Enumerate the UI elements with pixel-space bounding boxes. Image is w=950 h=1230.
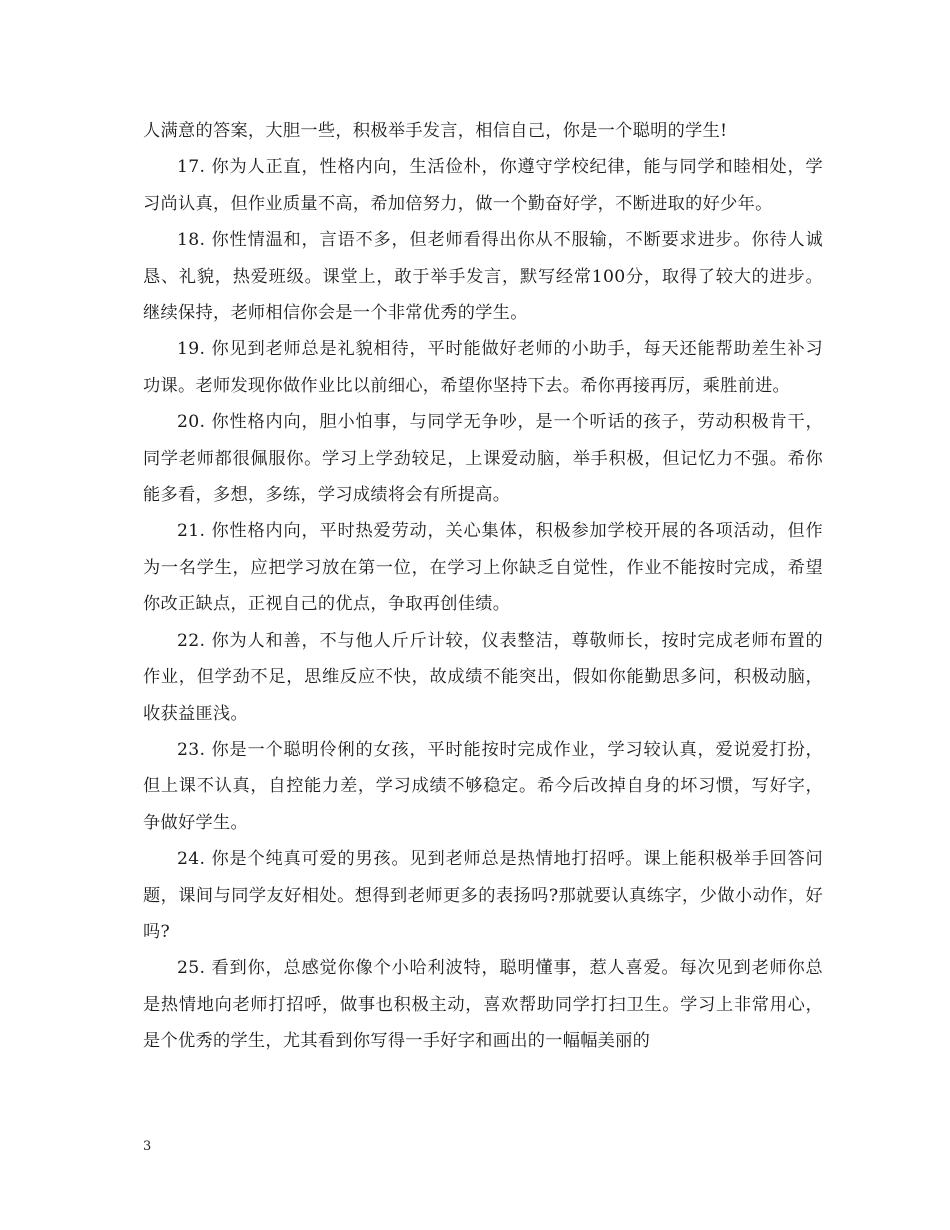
paragraph-comment-22: 22. 你为人和善，不与他人斤斤计较，仪表整洁，尊敬师长，按时完成老师布置的作业，但学劲不足，思维反应不快，故成绩不能突出，假如你能勤思多问，积极动脑，收获益匪浅。 <box>143 630 823 724</box>
paragraph-comment-24: 24. 你是个纯真可爱的男孩。见到老师总是热情地打招呼。课上能积极举手回答问题，课间与同学友好相处。想得到老师更多的表扬吗?那就要认真练字，少做小动作，好吗? <box>143 849 823 942</box>
paragraph-comment-20: 20. 你性格内向，胆小怕事，与同学无争吵，是一个听话的孩子，劳动积极肯干，同学老师都很佩服你。学习上学劲较足，上课爱动脑，举手积极，但记忆力不强。希你能多看，多想，多练，学习成绩将会有所提高。 <box>143 412 823 506</box>
paragraph-comment-17: 17. 你为人正直，性格内向，生活俭朴，你遵守学校纪律，能与同学和睦相处，学习尚认真，但作业质量不高，希加倍努力，做一个勤奋好学，不断进取的好少年。 <box>143 157 823 214</box>
paragraph-continuation: 人满意的答案，大胆一些，积极举手发言，相信自己，你是一个聪明的学生! <box>143 121 728 141</box>
paragraph-comment-18: 18. 你性情温和，言语不多，但老师看得出你从不服输，不断要求进步。你待人诚恳、礼貌，热爱班级。课堂上，敢于举手发言，默写经常100分，取得了较大的进步。继续保持，老师相信你会是一个非常优秀的学生。 <box>143 230 823 324</box>
paragraph-comment-23: 23. 你是一个聪明伶俐的女孩，平时能按时完成作业，学习较认真，爱说爱打扮，但上课不认真，自控能力差，学习成绩不够稳定。希今后改掉自身的坏习惯，写好字，争做好学生。 <box>143 739 823 833</box>
paragraph-comment-21: 21. 你性格内向，平时热爱劳动，关心集体，积极参加学校开展的各项活动，但作为一名学生，应把学习放在第一位，在学习上你缺乏自觉性，作业不能按时完成，希望你改正缺点，正视自己的优点，争取再创佳绩。 <box>143 521 823 615</box>
paragraph-comment-19: 19. 你见到老师总是礼貌相待，平时能做好老师的小助手，每天还能帮助差生补习功课。老师发现你做作业比以前细心，希望你坚持下去。希你再接再厉，乘胜前进。 <box>143 339 823 396</box>
page-number: 3 <box>143 1139 152 1154</box>
paragraph-comment-25: 25. 看到你，总感觉你像个小哈利波特，聪明懂事，惹人喜爱。每次见到老师你总是热情地向老师打招呼，做事也积极主动，喜欢帮助同学打扫卫生。学习上非常用心，是个优秀的学生，尤其看到你写得一手好字和画出的一幅幅美丽的 <box>143 958 823 1052</box>
document-body <box>143 113 823 1060</box>
